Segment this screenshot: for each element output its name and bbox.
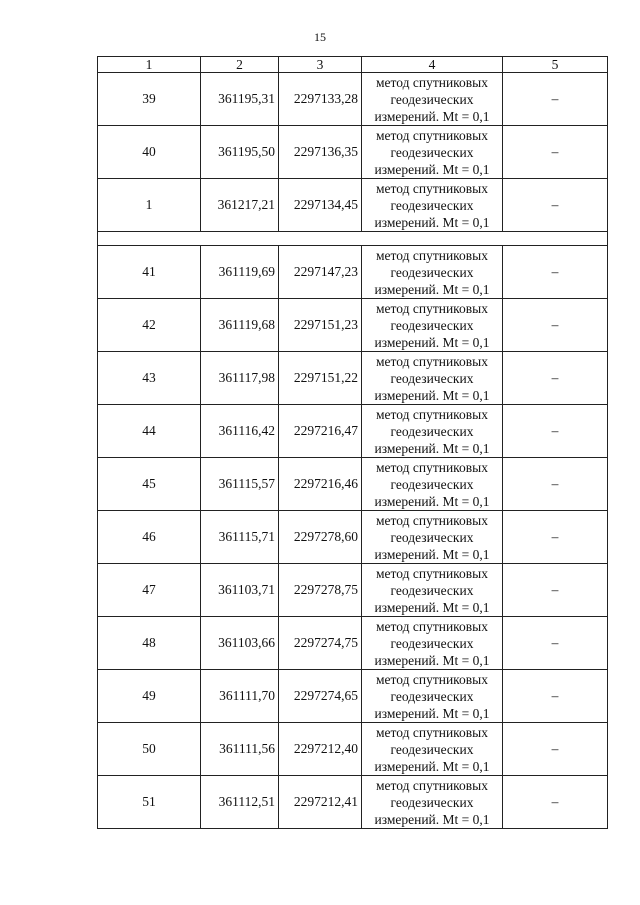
coordinate-x: 361103,71 bbox=[201, 564, 279, 617]
method-description: метод спутниковых геодезических измерений. Mt = 0,1 bbox=[362, 723, 503, 776]
coordinate-y: 2297134,45 bbox=[279, 179, 362, 232]
note-cell: – bbox=[503, 246, 608, 299]
coordinates-table bbox=[97, 56, 608, 829]
column-header-4: 4 bbox=[362, 57, 503, 73]
coordinate-y: 2297133,28 bbox=[279, 73, 362, 126]
table-row bbox=[98, 352, 608, 405]
coordinate-x: 361119,68 bbox=[201, 299, 279, 352]
point-number: 43 bbox=[98, 352, 201, 405]
table-row bbox=[98, 299, 608, 352]
table-row bbox=[98, 126, 608, 179]
point-number: 40 bbox=[98, 126, 201, 179]
note-cell: – bbox=[503, 405, 608, 458]
coordinate-x: 361111,56 bbox=[201, 723, 279, 776]
table-row bbox=[98, 617, 608, 670]
note-cell: – bbox=[503, 564, 608, 617]
point-number: 46 bbox=[98, 511, 201, 564]
method-description: метод спутниковых геодезических измерений. Mt = 0,1 bbox=[362, 126, 503, 179]
table-row bbox=[98, 776, 608, 829]
coordinate-y: 2297278,60 bbox=[279, 511, 362, 564]
coordinate-y: 2297278,75 bbox=[279, 564, 362, 617]
column-header-3: 3 bbox=[279, 57, 362, 73]
method-description: метод спутниковых геодезических измерений. Mt = 0,1 bbox=[362, 179, 503, 232]
coordinate-y: 2297216,47 bbox=[279, 405, 362, 458]
method-description: метод спутниковых геодезических измерений. Mt = 0,1 bbox=[362, 246, 503, 299]
table-header-row bbox=[98, 57, 608, 73]
point-number: 41 bbox=[98, 246, 201, 299]
note-cell: – bbox=[503, 458, 608, 511]
table-row bbox=[98, 405, 608, 458]
note-cell: – bbox=[503, 299, 608, 352]
coordinate-x: 361112,51 bbox=[201, 776, 279, 829]
table-row bbox=[98, 179, 608, 232]
coordinate-y: 2297151,22 bbox=[279, 352, 362, 405]
note-cell: – bbox=[503, 617, 608, 670]
method-description: метод спутниковых геодезических измерений. Mt = 0,1 bbox=[362, 352, 503, 405]
coordinate-x: 361119,69 bbox=[201, 246, 279, 299]
coordinate-x: 361117,98 bbox=[201, 352, 279, 405]
method-description: метод спутниковых геодезических измерений. Mt = 0,1 bbox=[362, 73, 503, 126]
table-row bbox=[98, 458, 608, 511]
table-row bbox=[98, 670, 608, 723]
note-cell: – bbox=[503, 776, 608, 829]
coordinate-x: 361195,31 bbox=[201, 73, 279, 126]
page-number: 15 bbox=[314, 30, 326, 44]
coordinate-x: 361111,70 bbox=[201, 670, 279, 723]
coordinate-y: 2297151,23 bbox=[279, 299, 362, 352]
method-description: метод спутниковых геодезических измерений. Mt = 0,1 bbox=[362, 299, 503, 352]
coordinate-y: 2297147,23 bbox=[279, 246, 362, 299]
coordinate-x: 361115,57 bbox=[201, 458, 279, 511]
table-row bbox=[98, 564, 608, 617]
note-cell: – bbox=[503, 73, 608, 126]
table-row bbox=[98, 723, 608, 776]
point-number: 51 bbox=[98, 776, 201, 829]
point-number: 48 bbox=[98, 617, 201, 670]
point-number: 49 bbox=[98, 670, 201, 723]
note-cell: – bbox=[503, 126, 608, 179]
method-description: метод спутниковых геодезических измерений. Mt = 0,1 bbox=[362, 511, 503, 564]
coordinate-x: 361103,66 bbox=[201, 617, 279, 670]
coordinate-y: 2297216,46 bbox=[279, 458, 362, 511]
note-cell: – bbox=[503, 179, 608, 232]
coordinate-y: 2297212,40 bbox=[279, 723, 362, 776]
separator-row bbox=[98, 232, 608, 246]
table-row bbox=[98, 511, 608, 564]
point-number: 45 bbox=[98, 458, 201, 511]
coordinate-x: 361195,50 bbox=[201, 126, 279, 179]
method-description: метод спутниковых геодезических измерений. Mt = 0,1 bbox=[362, 617, 503, 670]
column-header-5: 5 bbox=[503, 57, 608, 73]
method-description: метод спутниковых геодезических измерений. Mt = 0,1 bbox=[362, 564, 503, 617]
point-number: 1 bbox=[98, 179, 201, 232]
coordinate-y: 2297274,75 bbox=[279, 617, 362, 670]
point-number: 50 bbox=[98, 723, 201, 776]
point-number: 42 bbox=[98, 299, 201, 352]
method-description: метод спутниковых геодезических измерений. Mt = 0,1 bbox=[362, 776, 503, 829]
note-cell: – bbox=[503, 723, 608, 776]
method-description: метод спутниковых геодезических измерений. Mt = 0,1 bbox=[362, 670, 503, 723]
coordinate-x: 361116,42 bbox=[201, 405, 279, 458]
separator-cell bbox=[98, 232, 608, 246]
point-number: 44 bbox=[98, 405, 201, 458]
table-row bbox=[98, 73, 608, 126]
note-cell: – bbox=[503, 352, 608, 405]
method-description: метод спутниковых геодезических измерений. Mt = 0,1 bbox=[362, 458, 503, 511]
table-body bbox=[98, 73, 608, 829]
note-cell: – bbox=[503, 511, 608, 564]
column-header-2: 2 bbox=[201, 57, 279, 73]
coordinate-y: 2297274,65 bbox=[279, 670, 362, 723]
note-cell: – bbox=[503, 670, 608, 723]
coordinate-x: 361115,71 bbox=[201, 511, 279, 564]
table-row bbox=[98, 246, 608, 299]
coordinate-y: 2297136,35 bbox=[279, 126, 362, 179]
point-number: 47 bbox=[98, 564, 201, 617]
coordinate-x: 361217,21 bbox=[201, 179, 279, 232]
method-description: метод спутниковых геодезических измерений. Mt = 0,1 bbox=[362, 405, 503, 458]
column-header-1: 1 bbox=[98, 57, 201, 73]
point-number: 39 bbox=[98, 73, 201, 126]
coordinate-y: 2297212,41 bbox=[279, 776, 362, 829]
